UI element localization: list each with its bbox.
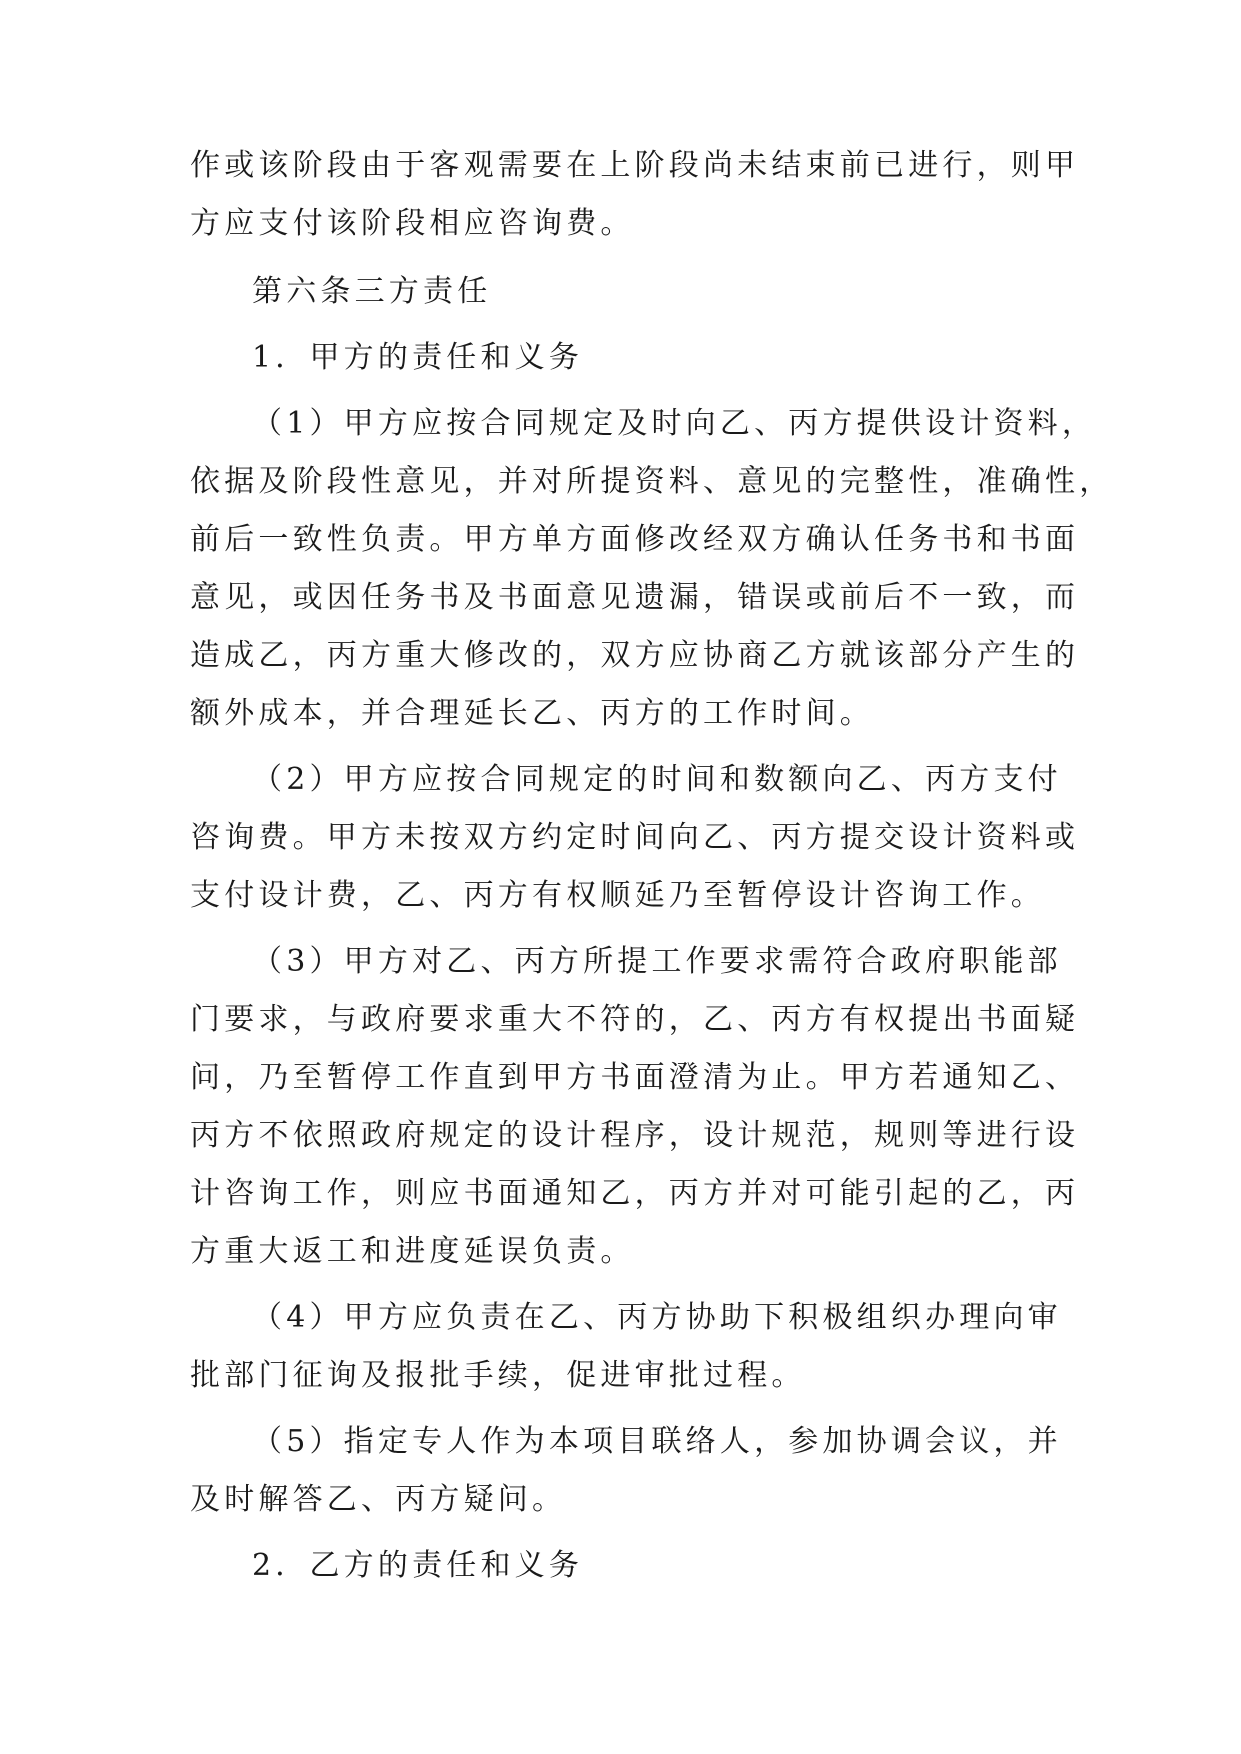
text-line: 门要求，与政府要求重大不符的，乙、丙方有权提出书面疑 — [190, 1002, 1080, 1037]
text-line: 方重大返工和进度延误负责。 — [190, 1234, 635, 1269]
text-line: 造成乙，丙方重大修改的，双方应协商乙方就该部分产生的 — [190, 638, 1080, 673]
text-line: 咨询费。甲方未按双方约定时间向乙、丙方提交设计资料或 — [190, 820, 1080, 855]
text-line: （1）甲方应按合同规定及时向乙、丙方提供设计资料， — [252, 406, 1097, 441]
text-line: 前后一致性负责。甲方单方面修改经双方确认任务书和书面 — [190, 522, 1080, 557]
text-line: 意见，或因任务书及书面意见遗漏，错误或前后不一致，而 — [190, 580, 1080, 615]
text-line: 问，乃至暂停工作直到甲方书面澄清为止。甲方若通知乙、 — [190, 1060, 1080, 1095]
text-line: 及时解答乙、丙方疑问。 — [190, 1482, 567, 1517]
text-line: 丙方不依照政府规定的设计程序，设计规范，规则等进行设 — [190, 1118, 1080, 1153]
text-line: 计咨询工作，则应书面通知乙，丙方并对可能引起的乙，丙 — [190, 1176, 1080, 1211]
text-line: 批部门征询及报批手续，促进审批过程。 — [190, 1358, 806, 1393]
text-line: （4）甲方应负责在乙、丙方协助下积极组织办理向审 — [252, 1300, 1062, 1335]
text-line: （2）甲方应按合同规定的时间和数额向乙、丙方支付 — [252, 762, 1062, 797]
text-line: 额外成本，并合理延长乙、丙方的工作时间。 — [190, 696, 874, 731]
subsection-heading: 2．乙方的责任和义务 — [252, 1548, 584, 1583]
text-line: （3）甲方对乙、丙方所提工作要求需符合政府职能部 — [252, 944, 1062, 979]
text-line: 方应支付该阶段相应咨询费。 — [190, 206, 635, 241]
section-heading: 第六条三方责任 — [252, 274, 492, 309]
subsection-heading: 1．甲方的责任和义务 — [252, 340, 584, 375]
text-line: （5）指定专人作为本项目联络人，参加协调会议，并 — [252, 1424, 1062, 1459]
text-line: 依据及阶段性意见，并对所提资料、意见的完整性，准确性， — [190, 464, 1114, 499]
text-line: 作或该阶段由于客观需要在上阶段尚未结束前已进行，则甲 — [190, 148, 1080, 183]
text-line: 支付设计费，乙、丙方有权顺延乃至暂停设计咨询工作。 — [190, 878, 1045, 913]
